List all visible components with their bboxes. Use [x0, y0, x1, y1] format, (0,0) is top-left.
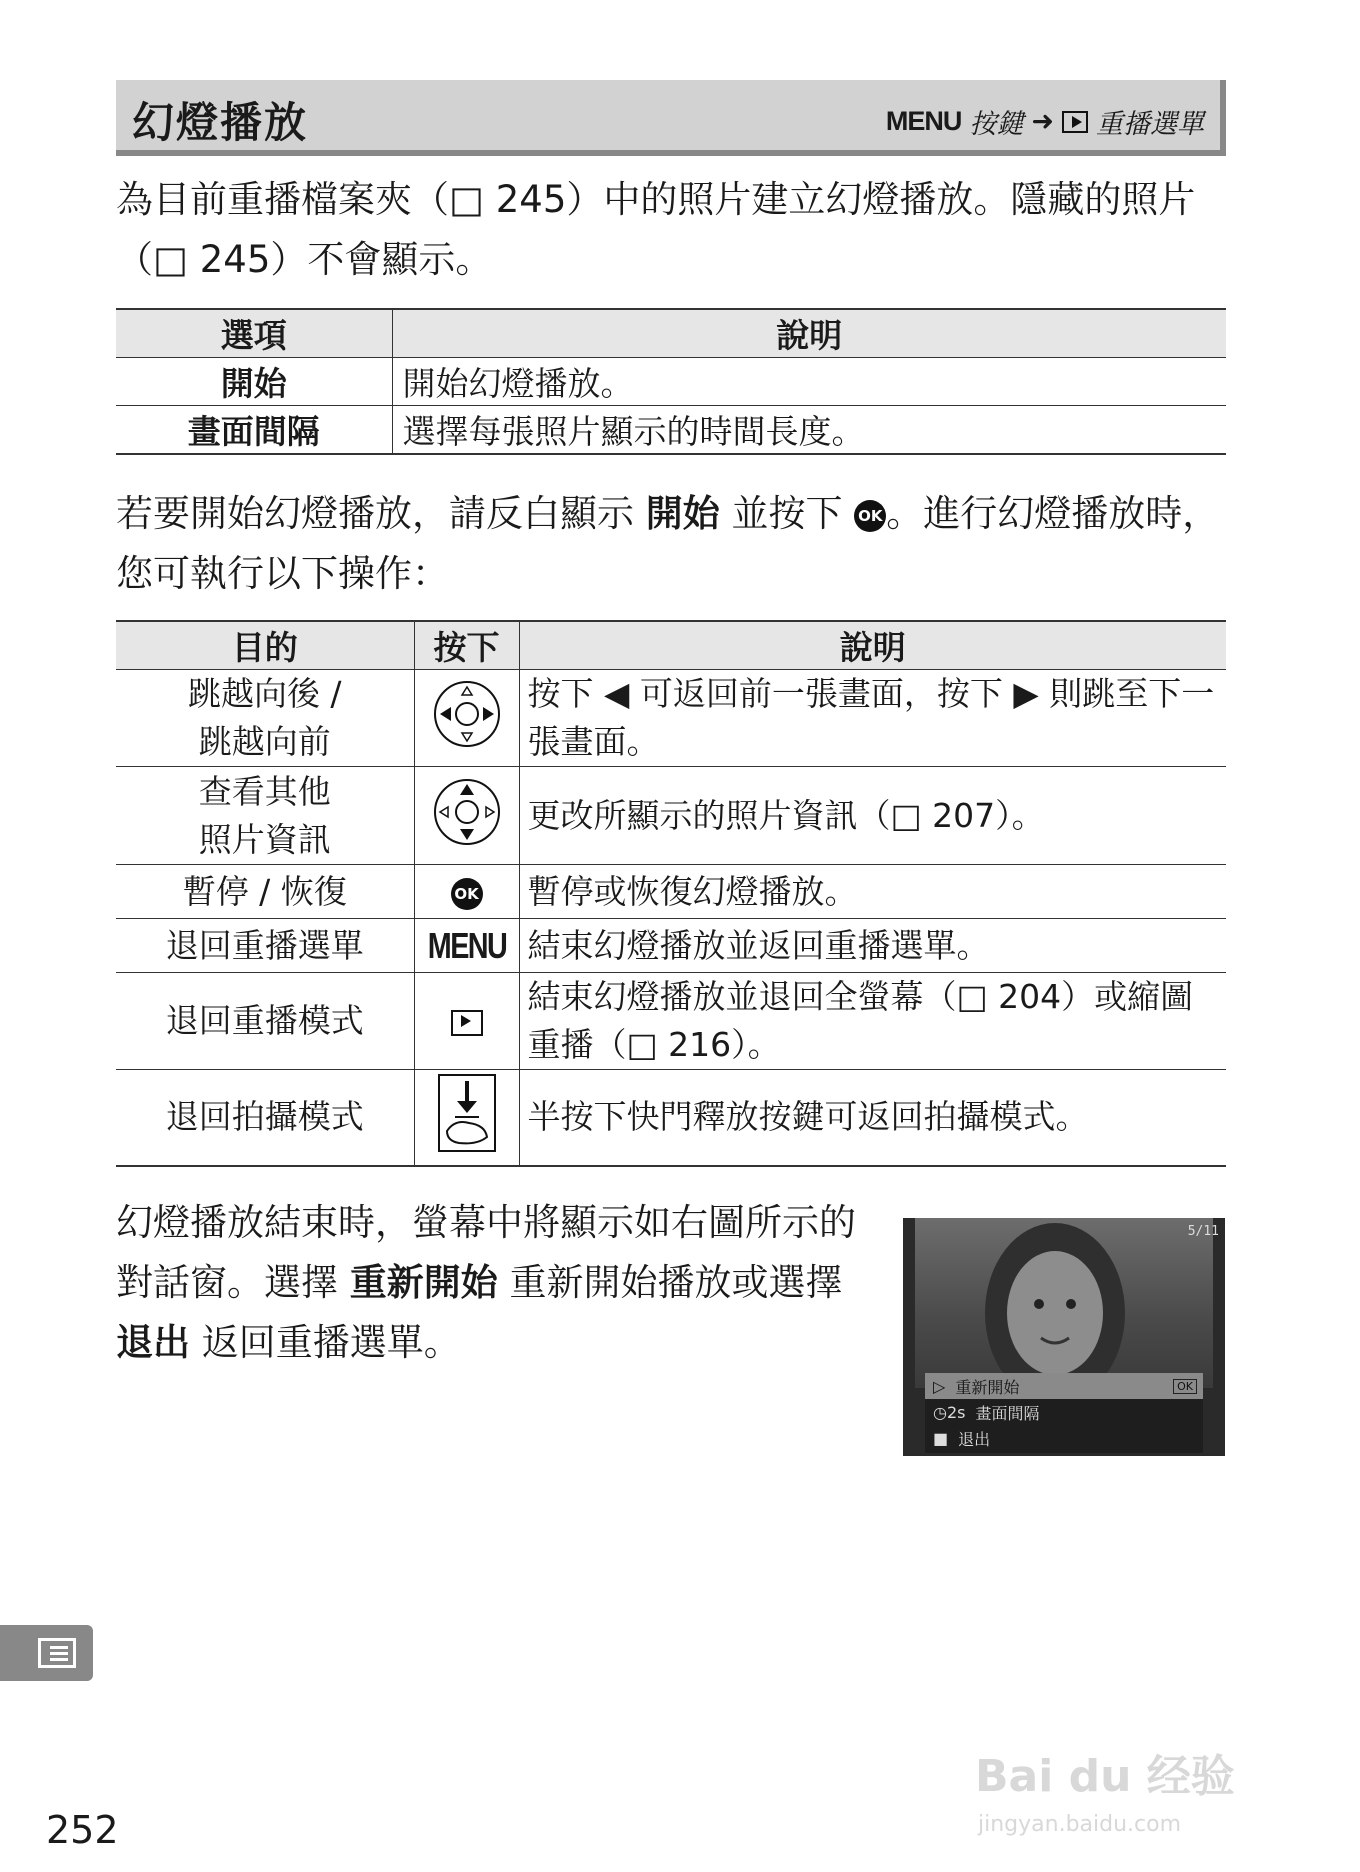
- para2-bold: 開始: [645, 492, 720, 535]
- table-row: [116, 358, 1226, 406]
- option-name: 開始: [116, 358, 392, 406]
- menu-list-icon: [38, 1638, 76, 1668]
- stop-icon: ■: [933, 1428, 949, 1448]
- shutter-release-icon: [414, 1070, 519, 1166]
- exit-option: [925, 1425, 1203, 1451]
- camera-screen-image: [903, 1218, 1225, 1456]
- intro-ref-1: 245: [495, 178, 567, 221]
- table-header: 說明: [392, 309, 1226, 358]
- action-desc: 結束幻燈播放並返回重播選單。: [519, 919, 1226, 973]
- multi-selector-left-right-icon: [414, 670, 519, 767]
- play-icon: ▷: [933, 1376, 946, 1396]
- watermark-url: jingyan.baidu.com: [978, 1812, 1182, 1837]
- table-row: [116, 406, 1226, 455]
- table-row: [116, 919, 1226, 973]
- action-purpose: 查看其他 照片資訊: [116, 767, 414, 865]
- button-word: 按鍵: [969, 109, 1024, 140]
- intro-text-3: ）不會顯示。: [270, 238, 493, 281]
- menu-path: [886, 102, 1204, 141]
- action-desc: 按下 ◀ 可返回前一張畫面，按下 ▶ 則跳至下一張畫面。: [519, 670, 1226, 767]
- arrow-icon: ➜: [1031, 106, 1054, 137]
- multi-selector-up-down-icon: [414, 767, 519, 865]
- menu-button-icon: MENU: [427, 924, 506, 966]
- option-desc: 選擇每張照片顯示的時間長度。: [392, 406, 1226, 455]
- book-ref-icon: □: [153, 238, 188, 281]
- chapter-tab: [0, 1625, 93, 1681]
- playback-icon: [1062, 111, 1088, 133]
- option-name: 畫面間隔: [116, 406, 392, 455]
- playback-button-icon: [451, 1010, 483, 1036]
- actions-table: [116, 620, 1226, 1167]
- menu-key-label: MENU: [885, 106, 962, 136]
- action-desc: 更改所顯示的照片資訊（□ 207）。: [519, 767, 1226, 865]
- action-purpose: 退回重播模式: [116, 973, 414, 1070]
- restart-label: 重新開始: [955, 1377, 1020, 1397]
- table-row: [116, 865, 1226, 919]
- ok-icon: OK: [1173, 1379, 1197, 1394]
- para3-bold-1: 重新開始: [349, 1261, 498, 1304]
- table-row: [116, 973, 1226, 1070]
- table-row: [116, 767, 1226, 865]
- portrait-photo: [915, 1218, 1213, 1388]
- intro-text-1: 為目前重播檔案夾（: [116, 178, 449, 221]
- para2-text-1: 若要開始幻燈播放，請反白顯示: [116, 492, 646, 535]
- section-header: [116, 80, 1226, 156]
- menu-name: 重播選單: [1096, 109, 1204, 140]
- restart-option: [925, 1373, 1203, 1399]
- intro-ref-2: 245: [199, 238, 271, 281]
- slideshow-end-dialog: [925, 1373, 1203, 1453]
- para3-bold-2: 退出: [116, 1321, 190, 1364]
- interval-label: 畫面間隔: [975, 1403, 1040, 1423]
- table-header: 目的: [116, 621, 414, 670]
- table-header: 按下: [414, 621, 519, 670]
- end-paragraph: [116, 1193, 876, 1373]
- para2-text-2: 並按下: [719, 492, 855, 535]
- action-purpose: 退回重播選單: [116, 919, 414, 973]
- para3-text-2: 重新開始播放或選擇: [497, 1261, 843, 1304]
- intro-text-2: ）中的照片建立幻燈播放。隱藏的照片（: [116, 178, 1196, 281]
- action-desc: 半按下快門釋放按鍵可返回拍攝模式。: [519, 1070, 1226, 1166]
- action-purpose: 跳越向後 / 跳越向前: [116, 670, 414, 767]
- para3-text-1: 幻燈播放結束時，螢幕中將顯示如右圖所示的對話窗。選擇: [116, 1201, 856, 1304]
- watermark-logo: Bai du 经验: [975, 1751, 1235, 1802]
- action-purpose: 退回拍攝模式: [116, 1070, 414, 1166]
- page-number: 252: [46, 1808, 119, 1852]
- table-row: [116, 670, 1226, 767]
- action-desc: 結束幻燈播放並退回全螢幕（□ 204）或縮圖重播（□ 216）。: [519, 973, 1226, 1070]
- action-purpose: 暫停 / 恢復: [116, 865, 414, 919]
- start-paragraph: [116, 484, 1226, 604]
- ok-button-icon: OK: [854, 500, 886, 532]
- interval-option: [925, 1399, 1203, 1425]
- frame-counter: 5/11: [1187, 1224, 1219, 1239]
- exit-label: 退出: [958, 1429, 991, 1449]
- para2-text-3: 。進行幻燈播放時，您可執行以下操作：: [116, 492, 1220, 595]
- ok-button-icon: OK: [451, 878, 483, 910]
- table-header: 選項: [116, 309, 392, 358]
- options-table: [116, 308, 1226, 455]
- action-desc: 暫停或恢復幻燈播放。: [519, 865, 1226, 919]
- table-row: [116, 1070, 1226, 1166]
- intro-paragraph: [116, 170, 1226, 290]
- para3-text-3: 返回重播選單。: [190, 1321, 461, 1364]
- book-ref-icon: □: [449, 178, 484, 221]
- page-title: 幻燈播放: [132, 98, 309, 147]
- timer-icon: ◷2s: [933, 1402, 966, 1422]
- option-desc: 開始幻燈播放。: [392, 358, 1226, 406]
- table-header: 說明: [519, 621, 1226, 670]
